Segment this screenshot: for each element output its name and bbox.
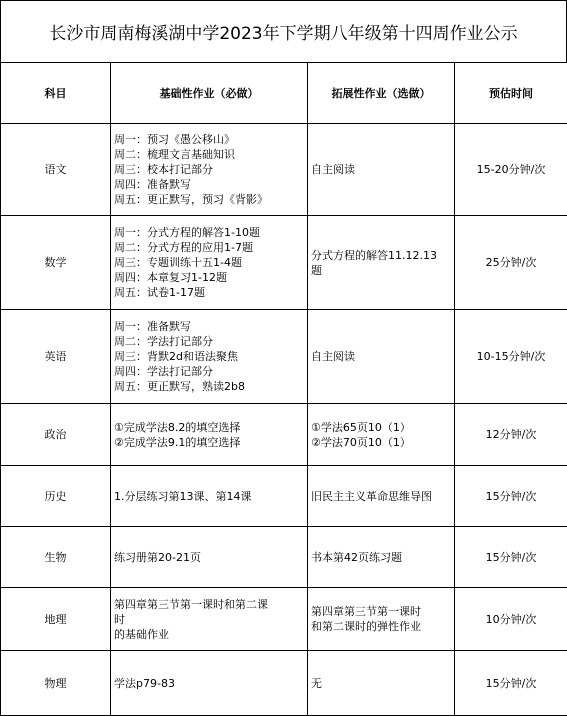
basic-line: 周三：专题训练十五1-4题 (114, 255, 307, 270)
basic-line: 周四：本章复习1-12题 (114, 270, 307, 285)
cell-extended (308, 588, 455, 651)
basic-line: 周三：校本打记部分 (114, 162, 307, 177)
basic-line: 周五：试卷1-17题 (114, 285, 307, 300)
cell-time: 12分钟/次 (455, 404, 567, 466)
cell-subject: 历史 (1, 466, 111, 527)
cell-subject: 英语 (1, 310, 111, 404)
basic-line: 周一：准备默写 (114, 319, 307, 334)
cell-basic (111, 466, 308, 527)
basic-line: 周四：学法打记部分 (114, 364, 307, 379)
basic-line: 周三：背默2d和语法聚焦 (114, 349, 307, 364)
cell-basic (111, 588, 308, 651)
cell-basic (111, 216, 308, 310)
extended-line: 题 (311, 263, 454, 278)
basic-line: 周二：梳理文言基础知识 (114, 147, 307, 162)
extended-line: 和第二课时的弹性作业 (311, 619, 454, 634)
basic-line: 周五：更正默写，预习《背影》 (114, 192, 307, 207)
basic-line: 第四章第三节第一课时和第二课 (114, 597, 307, 612)
cell-subject: 政治 (1, 404, 111, 466)
extended-line: ②学法70页10（1） (311, 435, 454, 450)
basic-line: ①完成学法8.2的填空选择 (114, 420, 307, 435)
cell-subject: 物理 (1, 651, 111, 716)
cell-subject: 语文 (1, 124, 111, 216)
table-row (1, 404, 567, 466)
basic-line: 周五：更正默写，熟读2b8 (114, 379, 307, 394)
basic-line: 练习册第20-21页 (114, 550, 307, 565)
cell-extended (308, 216, 455, 310)
table-row (1, 651, 567, 716)
cell-time: 10分钟/次 (455, 588, 567, 651)
extended-line: ①学法65页10（1） (311, 420, 454, 435)
basic-line: 周一：预习《愚公移山》 (114, 132, 307, 147)
extended-line: 自主阅读 (311, 349, 454, 364)
cell-subject: 数学 (1, 216, 111, 310)
extended-line: 分式方程的解答11.12.13 (311, 248, 454, 263)
header-subject: 科目 (1, 63, 111, 124)
cell-time: 15-20分钟/次 (455, 124, 567, 216)
cell-basic (111, 404, 308, 466)
extended-line: 书本第42页练习题 (311, 550, 454, 565)
extended-line: 旧民主主义革命思维导图 (311, 489, 454, 504)
header-row (1, 63, 567, 124)
basic-line: 周四：准备默写 (114, 177, 307, 192)
extended-line: 第四章第三节第一课时 (311, 604, 454, 619)
cell-subject: 生物 (1, 527, 111, 588)
extended-line: 自主阅读 (311, 162, 454, 177)
extended-line: 无 (311, 676, 454, 691)
basic-line: 周二：学法打记部分 (114, 334, 307, 349)
table-row (1, 466, 567, 527)
basic-line: 学法p79-83 (114, 676, 307, 691)
basic-line: 时 (114, 612, 307, 627)
table-row (1, 124, 567, 216)
cell-time: 15分钟/次 (455, 651, 567, 716)
table-row (1, 310, 567, 404)
basic-line: 1.分层练习第13课、第14课 (114, 489, 307, 504)
cell-extended (308, 651, 455, 716)
cell-time: 10-15分钟/次 (455, 310, 567, 404)
cell-basic (111, 310, 308, 404)
cell-extended (308, 527, 455, 588)
basic-line: 周二：分式方程的应用1-7题 (114, 240, 307, 255)
cell-basic (111, 124, 308, 216)
basic-line: 的基础作业 (114, 627, 307, 642)
cell-basic (111, 651, 308, 716)
table-body (1, 124, 567, 716)
cell-time: 15分钟/次 (455, 527, 567, 588)
header-extended: 拓展性作业（选做） (308, 63, 455, 124)
cell-time: 25分钟/次 (455, 216, 567, 310)
homework-table (0, 62, 567, 716)
cell-extended (308, 404, 455, 466)
header-time: 预估时间 (455, 63, 567, 124)
basic-line: 周一：分式方程的解答1-10题 (114, 225, 307, 240)
cell-extended (308, 124, 455, 216)
table-row (1, 527, 567, 588)
basic-line: ②完成学法9.1的填空选择 (114, 435, 307, 450)
cell-extended (308, 466, 455, 527)
cell-basic (111, 527, 308, 588)
cell-extended (308, 310, 455, 404)
table-row (1, 588, 567, 651)
page-title: 长沙市周南梅溪湖中学2023年下学期八年级第十四周作业公示 (0, 0, 567, 62)
cell-subject: 地理 (1, 588, 111, 651)
cell-time: 15分钟/次 (455, 466, 567, 527)
header-basic: 基础性作业（必做） (111, 63, 308, 124)
table-row (1, 216, 567, 310)
